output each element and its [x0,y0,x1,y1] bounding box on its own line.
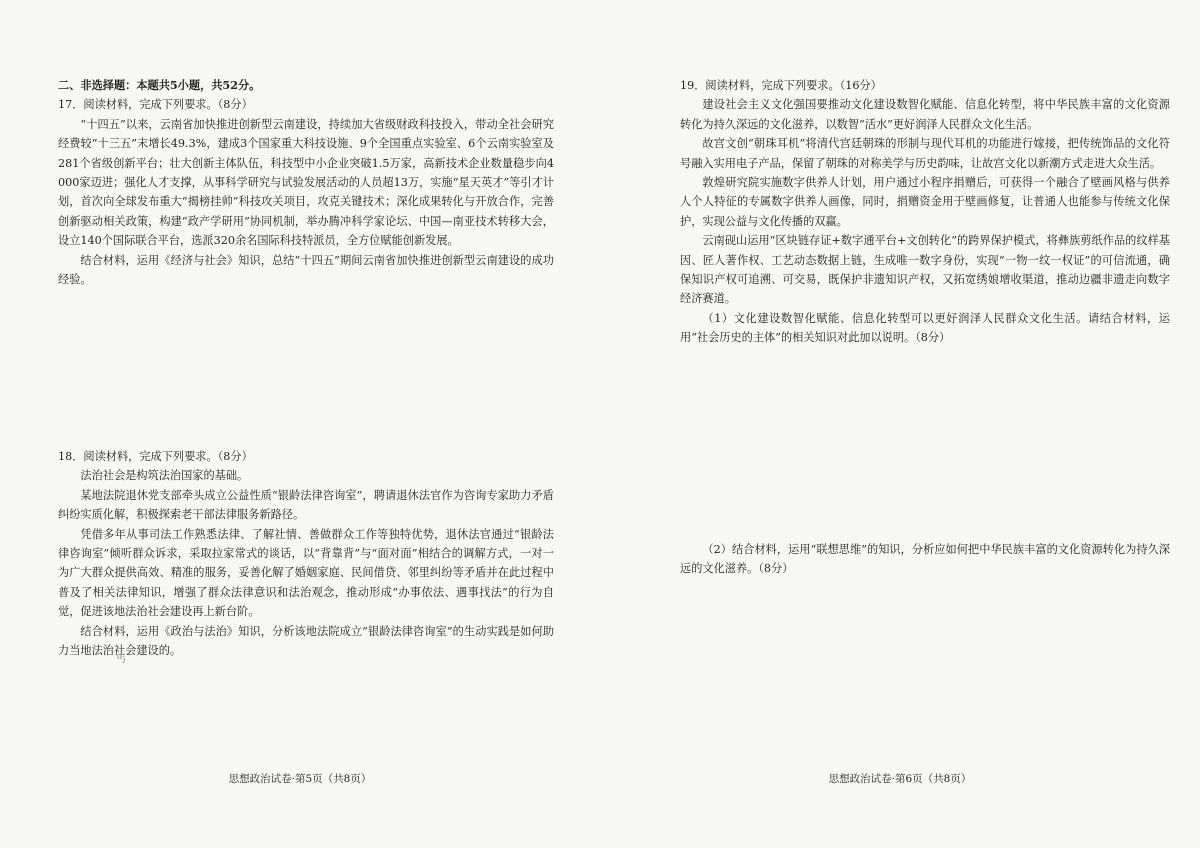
section-heading: 二、非选择题：本题共5小题，共52分。 [58,78,261,92]
question-18-title: 18．阅读材料，完成下列要求。（8分） [58,450,253,463]
page-5-footer: 思想政治试卷·第5页（共8页） [228,773,372,785]
question-19-sub-1: （1）文化建设数智化赋能、信息化转型可以更好润泽人民群众文化生活。请结合材料，运用“社会历史的主体”的相关知识对此加以说明。（8分） [680,311,1170,345]
question-19-material-4: 云南砚山运用“区块链存证+数字通平台+文创转化”的跨界保护模式，将彝族剪纸作品的纹样基因、匠人著作权、工艺动态数据上链，生成唯一数字身份，实现“一物一纹一权证”的可信流通，确保知识产权可追溯、可交易，既保护非遗知识产权，又拓宽绣娘增收渠道，推动边疆非遗走向数字经济赛道。 [680,234,1170,306]
question-18-material-3: 凭借多年从事司法工作熟悉法律、了解社情、善做群众工作等独特优势，退休法官通过“银龄法律咨询室”倾听群众诉求，采取拉家常式的谈话，以“背靠背”与“面对面”相结合的调解方式，一对一为广大群众提供高效、精准的服务，妥善化解了婚姻家庭、民间借贷、邻里纠纷等矛盾并在此过程中普及了相关法律知识，增强了群众法律意识和法治观念，推动形成“办事依法、遇事找法”的行为自觉，促进该地法治社会建设再上新台阶。 [58,527,554,619]
question-19-material-3: 敦煌研究院实施数字供养人计划，用户通过小程序捐赠后，可获得一个融合了壁画风格与供养人个人特征的专属数字供养人画像，同时，捐赠资金用于壁画修复，让普通人也能参与传统文化保护，实现公益与文化传播的双赢。 [680,176,1170,228]
question-19-title: 19．阅读材料，完成下列要求。（16分） [680,79,882,92]
question-18-material-1: 法治社会是构筑法治国家的基础。 [80,469,249,483]
page-6-footer: 思想政治试卷·第6页（共8页） [828,773,972,785]
question-19-block [680,76,1170,348]
question-18-prompt: 结合材料，运用《政治与法治》知识，分析该地法院成立“银龄法律咨询室”的生动实践是如何助力当地法治社会建设的。 [58,624,554,658]
question-17-prompt: 结合材料，运用《经济与社会》知识，总结“十四五”期间云南省加快推进创新型云南建设的成功经验。 [58,253,554,287]
question-17-material: “十四五”以来，云南省加快推进创新型云南建设，持续加大省级财政科技投入，带动全社会研究经费较“十三五”末增长49.3%，建成3个国家重大科技设施、9个全国重点实验室、6个云南实验室及281个省级创新平台；壮大创新主体队伍，科技型中小企业突破1.5万家，高新技术企业数量稳步向4000家迈进；强化人才支撑，从事科学研究与试验发展活动的人员超13万，实施“星天英才”等引才计划，首次向全球发布重大“揭榜挂帅”科技攻关项目，攻克关键技术；深化成果转化与开放合作，完善创新驱动相关政策，构建“政产学研用”协同机制，举办腾冲科学家论坛、中国—南亚技术转移大会，设立140个国际联合平台，选派320余名国际科技特派员，全方位赋能创新发展。 [58,117,554,248]
question-19-sub-2: （2）结合材料，运用“联想思维”的知识，分析应如何把中华民族丰富的文化资源转化为持久深远的文化滋养。（8分） [680,543,1170,576]
question-18-material-2: 某地法院退休党支部牵头成立公益性质“银龄法律咨询室”，聘请退休法官作为咨询专家助力矛盾纠纷实质化解，积极探索老干部法律服务新路径。 [58,488,554,522]
stray-mark: 丐 [116,654,126,665]
question-18-block [58,447,554,660]
question-17-title: 17．阅读材料，完成下列要求。（8分） [58,98,253,112]
question-17-block [58,76,554,289]
question-19-sub-2-block [680,540,1170,579]
question-19-material-2: 故宫文创“朝珠耳机”将清代宫廷朝珠的形制与现代耳机的功能进行嫁接，把传统饰品的文化符号融入实用电子产品，保留了朝珠的对称美学与历史韵味，让故宫文化以新潮方式走进大众生活。 [680,137,1170,170]
page-6 [600,0,1200,848]
question-19-material-1: 建设社会主义文化强国要推动文化建设数智化赋能、信息化转型，将中华民族丰富的文化资源转化为持久深远的文化滋养，以数智“活水”更好润泽人民群众文化生活。 [680,98,1170,131]
